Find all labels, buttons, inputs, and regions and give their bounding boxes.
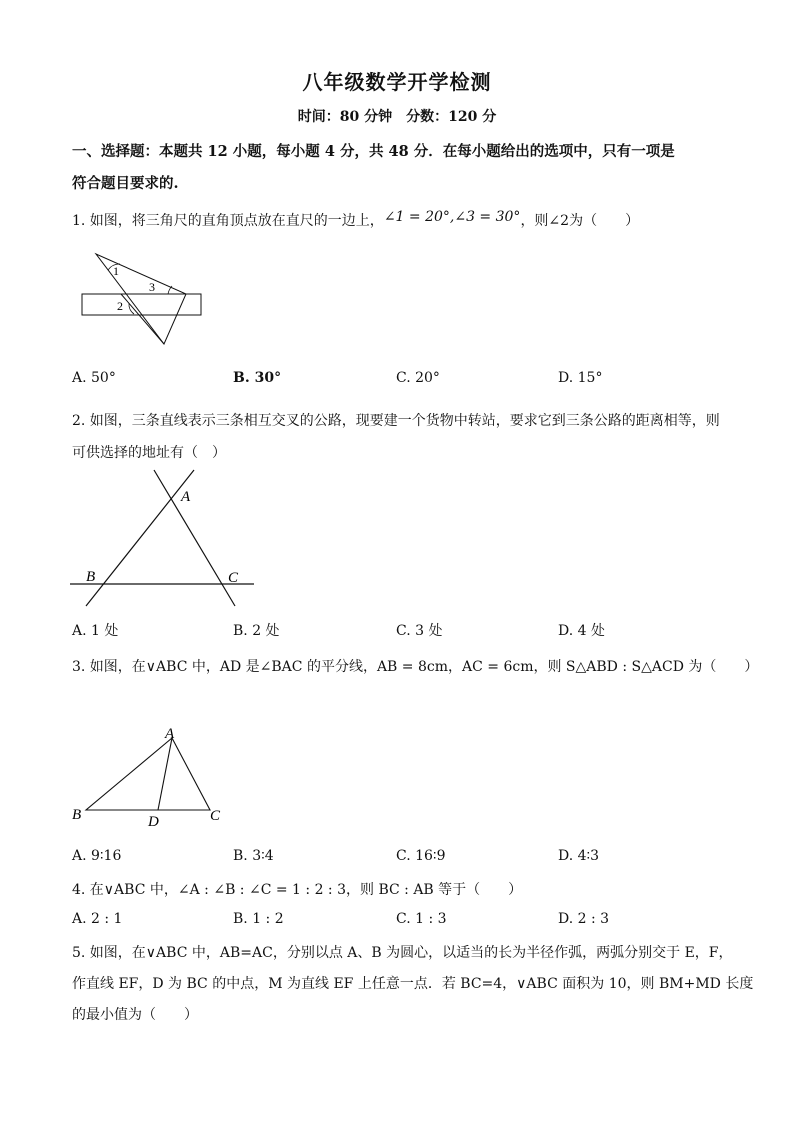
question-3-stem: 3. 如图，在∨ABC 中，AD 是∠BAC 的平分线，AB = 8cm，AC = 6cm，则 S△ABD : S△ACD 为（ ） <box>72 659 759 675</box>
question-4-option-c[interactable]: C. 1 : 3 <box>396 911 447 927</box>
angle-2-label: 2 <box>117 299 123 313</box>
question-1-math: ∠1 = 20°,∠3 = 30° <box>383 209 521 225</box>
question-1-suffix: ，则∠2为（ ） <box>520 213 640 229</box>
question-3-option-b[interactable]: B. 3∶4 <box>233 848 274 864</box>
question-4-option-a[interactable]: A. 2 : 1 <box>72 911 123 927</box>
ruler-shape <box>82 294 201 315</box>
road-line-ac <box>154 470 235 606</box>
question-2-stem-line2: 可供选择的地址有（ ） <box>72 445 226 461</box>
triangle-side-line <box>121 294 164 344</box>
section-heading-line2: 符合题目要求的. <box>72 175 179 192</box>
bisector-ad-line <box>158 738 172 810</box>
triangle-ruler-shape <box>96 254 186 344</box>
question-3-option-a[interactable]: A. 9∶16 <box>72 848 122 864</box>
exam-info: 时间：80 分钟 分数：120 分 <box>297 109 497 125</box>
question-1-option-c[interactable]: C. 20° <box>396 370 440 386</box>
question-2-stem-line1: 2. 如图，三条直线表示三条相互交叉的公路，现要建一个货物中转站，要求它到三条公路的距离相等，则 <box>72 413 720 429</box>
road-line-ab <box>86 470 194 606</box>
question-5-stem-line3: 的最小值为（ ） <box>72 1007 198 1023</box>
question-1-prefix: 1. 如图，将三角尺的直角顶点放在直尺的一边上， <box>72 213 384 229</box>
point-a-label: A <box>181 489 191 505</box>
question-2-option-c[interactable]: C. 3 处 <box>396 623 443 639</box>
question-2-option-a[interactable]: A. 1 处 <box>72 623 119 639</box>
point-d-label: D <box>148 814 159 830</box>
question-4-stem: 4. 在∨ABC 中，∠A : ∠B : ∠C = 1 : 2 : 3，则 BC : AB 等于（ ） <box>72 882 523 898</box>
question-2-option-d[interactable]: D. 4 处 <box>558 623 605 639</box>
page-title: 八年级数学开学检测 <box>302 70 492 94</box>
question-1-option-b[interactable]: B. 30° <box>233 370 282 386</box>
question-3-option-d[interactable]: D. 4∶3 <box>558 848 600 864</box>
point-b-label: B <box>72 807 82 823</box>
point-c-label: C <box>210 808 221 824</box>
question-1-option-a[interactable]: A. 50° <box>72 370 116 386</box>
question-5-stem-line1: 5. 如图，在∨ABC 中，AB=AC，分别以点 A、B 为圆心，以适当的长为半径作弧，两弧分别交于 E，F， <box>72 945 733 961</box>
section-heading-line1: 一、选择题：本题共 12 小题，每小题 4 分，共 48 分．在每小题给出的选项中，只有一项是 <box>72 143 675 160</box>
question-3-option-c[interactable]: C. 16∶9 <box>396 848 446 864</box>
triangle-abc-shape <box>86 738 210 810</box>
question-2-figure <box>66 466 266 611</box>
question-4-option-d[interactable]: D. 2 : 3 <box>558 911 610 927</box>
point-b-label: B <box>86 569 96 585</box>
question-3-figure <box>68 722 238 832</box>
angle-3-label: 3 <box>149 280 155 294</box>
point-c-label: C <box>228 570 239 586</box>
angle-1-label: 1 <box>113 264 119 278</box>
question-4-option-b[interactable]: B. 1 : 2 <box>233 911 284 927</box>
question-5-stem-line2: 作直线 EF，D 为 BC 的中点，M 为直线 EF 上任意一点．若 BC=4，∨ABC 面积为 10，则 BM+MD 长度 <box>72 976 754 992</box>
question-1-figure <box>72 248 212 348</box>
question-2-option-b[interactable]: B. 2 处 <box>233 623 280 639</box>
point-a-label: A <box>165 726 175 742</box>
question-1-stem <box>72 210 639 230</box>
question-1-option-d[interactable]: D. 15° <box>558 370 603 386</box>
